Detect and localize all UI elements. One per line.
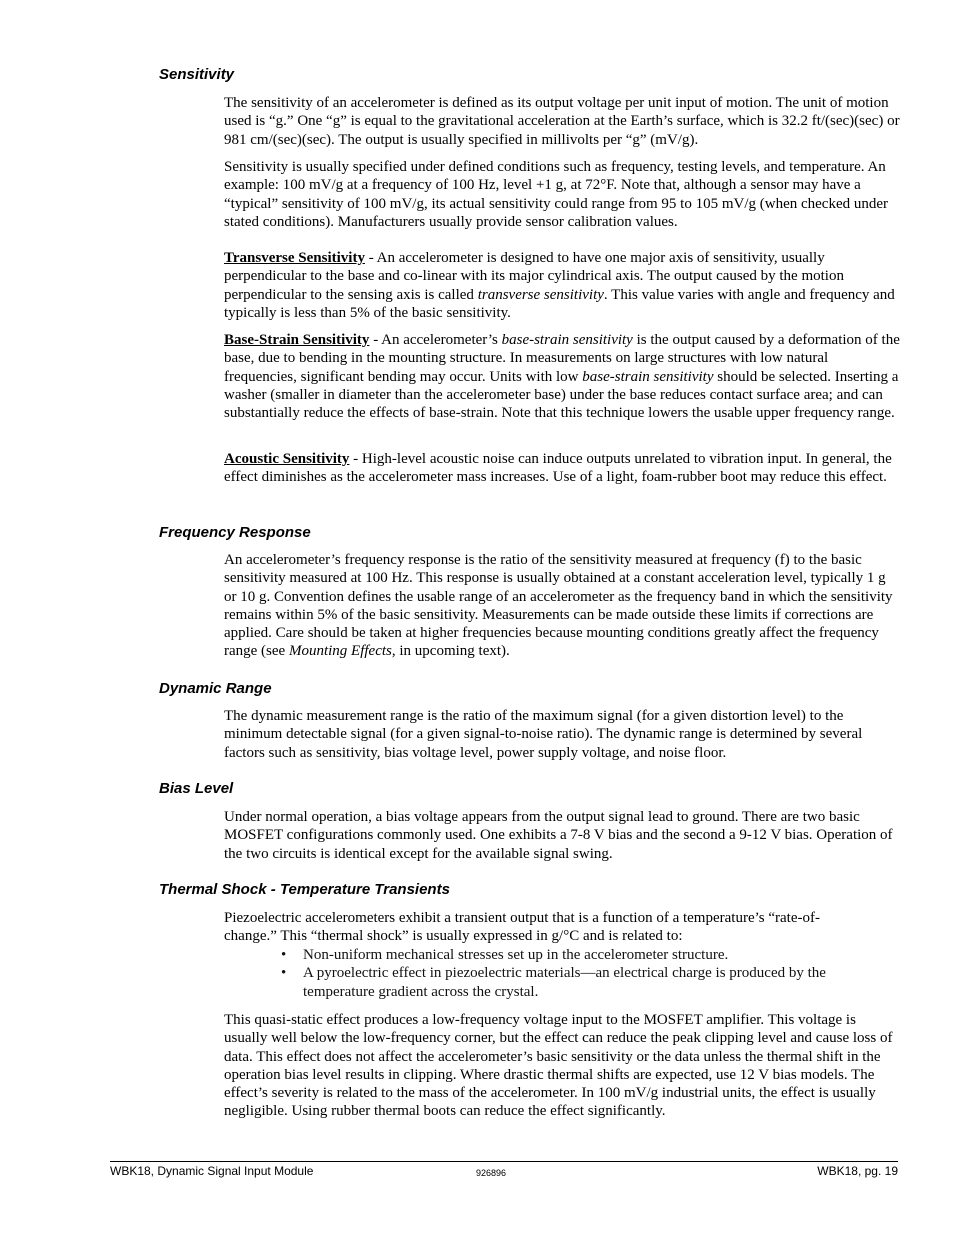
base-strain-italic-a: base-strain sensitivity (501, 332, 633, 348)
transverse-text-a: - An accelerometer is designed to have one major axis of sensitivity, usually perpendicular to the base and co-linear with its major cylindrical axis. The output caused by the motion perpendicular to the sensing axis is called (224, 250, 844, 303)
frequency-response-text-b: , in upcoming text). (391, 643, 510, 660)
thermal-shock-closing-paragraph: This quasi-static effect produces a low-frequency voltage input to the MOSFET amplifier. This voltage is usually well below the low-frequency corner, but the effect can reduce the peak clipping level and cause loss of data. This effect does not affect the accelerometer’s basic sensitivity or the data unless the thermal shift in the operation bias level results in clipping. Where drastic thermal shifts are expected, use 12 V bias models. The effect’s severity is related to the mass of the accelerometer. In 100 mV/g industrial units, the effect is usually negligible. Using rubber thermal boots can reduce the effect significantly. (224, 1012, 893, 1120)
acoustic-sensitivity-paragraph (224, 450, 900, 487)
frequency-response-text-a: An accelerometer’s frequency response is the ratio of the sensitivity measured at frequency (f) to the basic sensitivity measured at 100 Hz. This response is usually obtained at a constant acceleration level, typically 1 g or 10 g. Convention defines the usable range of an accelerometer as the frequency band in which the sensitivity remains within 5% of the basic sensitivity. Measurements can be made outside these limits if corrections are applied. Care should be taken at higher frequencies because mounting conditions greatly affect the frequency range (see (224, 552, 893, 660)
bullet-icon: • (281, 965, 287, 982)
transverse-sensitivity-paragraph (224, 249, 900, 322)
footer-center: 926896 (476, 1168, 507, 1178)
bullet-text: A pyroelectric effect in piezoelectric materials—an electrical charge is produced by the temperature gradient across the crystal. (303, 965, 826, 1000)
sensitivity-paragraph-2: Sensitivity is usually specified under defined conditions such as frequency, testing levels, and temperature. An example: 100 mV/g at a frequency of 100 Hz, level +1 g, at 72°F. Note that, although a sensor may have a “typical” sensitivity of 100 mV/g, its actual sensitivity could range from 95 to 105 mV/g (when checked under stated conditions). Manufacturers usually provide sensor calibration values. (224, 159, 889, 230)
acoustic-sensitivity-term: Acoustic Sensitivity (224, 451, 350, 467)
base-strain-sensitivity-term: Base-Strain Sensitivity (224, 332, 370, 348)
transverse-sensitivity-term: Transverse Sensitivity (224, 250, 365, 266)
section-heading-sensitivity: Sensitivity (159, 66, 235, 83)
base-strain-sensitivity-paragraph (224, 331, 900, 422)
list-item (224, 946, 900, 964)
footer-right: WBK18, pg. 19 (817, 1164, 898, 1178)
list-item (224, 964, 900, 1001)
transverse-italic: transverse sensitivity (477, 286, 604, 303)
thermal-shock-intro-paragraph: Piezoelectric accelerometers exhibit a transient output that is a function of a temperature’s “rate-of-change.” This “thermal shock” is usually expressed in g/°C and is related to: (224, 910, 820, 945)
section-heading-frequency-response: Frequency Response (159, 524, 311, 541)
dynamic-range-paragraph: The dynamic measurement range is the ratio of the maximum signal (for a given distortion level) to the minimum detectable signal (for a given signal-to-noise ratio). The dynamic range is determined by several factors such as sensitivity, bias voltage level, power supply voltage, and noise floor. (224, 708, 863, 761)
sensitivity-paragraph-1: The sensitivity of an accelerometer is defined as its output voltage per unit input of motion. The unit of motion used is “g.” One “g” is equal to the gravitational acceleration at the Earth’s surface, which is 32.2 ft/(sec)(sec) or 981 cm/(sec)(sec). The output is usually specified in millivolts per “g” (mV/g). (224, 95, 900, 148)
section-heading-bias-level: Bias Level (159, 780, 234, 797)
base-strain-text-a: - An accelerometer’s (369, 332, 502, 348)
frequency-response-paragraph (224, 551, 900, 661)
frequency-response-italic: Mounting Effects (288, 643, 392, 660)
bullet-icon: • (281, 947, 287, 963)
base-strain-text-c: should be selected. Inserting a washer (smaller in diameter than the accelerometer base) under the base reduces contact surface area; and can substantially reduce the effects of base-strain. Note that this technique lowers the usable upper frequency range. (224, 368, 899, 422)
section-heading-dynamic-range: Dynamic Range (159, 680, 272, 697)
footer-left: WBK18, Dynamic Signal Input Module (110, 1164, 314, 1178)
base-strain-text-b: is the output caused by a deformation of the base, due to bending in the mounting structure. In measurements on large structures with low natural frequencies, significant bending may occur. Units with low (224, 332, 900, 385)
transverse-text-b: . This value varies with angle and frequency and typically is less than 5% of the basic sensitivity. (224, 286, 895, 321)
bullet-text: Non-uniform mechanical stresses set up in the accelerometer structure. (303, 947, 729, 963)
footer-divider (110, 1161, 898, 1162)
section-heading-thermal-shock: Thermal Shock - Temperature Transients (159, 881, 450, 898)
base-strain-italic-b: base-strain sensitivity (582, 368, 714, 385)
bias-level-paragraph: Under normal operation, a bias voltage appears from the output signal lead to ground. There are two basic MOSFET configurations commonly used. One exhibits a 7-8 V bias and the second a 9-12 V bias. Operation of the two circuits is identical except for the available signal swing. (224, 809, 893, 862)
thermal-shock-bullet-list (224, 946, 900, 1001)
acoustic-text: - High-level acoustic noise can induce outputs unrelated to vibration input. In general, the effect diminishes as the accelerometer mass increases. Use of a light, foam-rubber boot may reduce this effect. (224, 451, 892, 486)
